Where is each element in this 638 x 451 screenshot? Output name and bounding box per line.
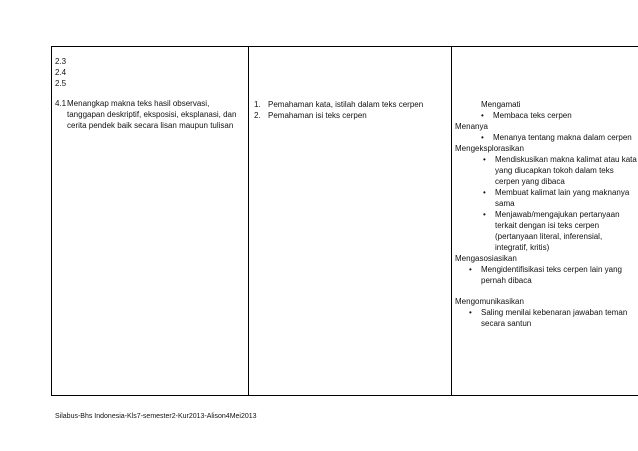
heading-mengasosiasikan: Mengasosiasikan [455, 254, 517, 263]
spacer [455, 286, 638, 296]
bullet-item [455, 264, 638, 286]
competency-column [55, 56, 245, 131]
bullet-item [455, 187, 638, 209]
bullet-line: cerpen yang dibaca [495, 177, 565, 186]
bullet-line: sama [495, 199, 515, 208]
bullet-item [455, 209, 638, 253]
material-text: Pemahaman kata, istilah dalam teks cerpen [268, 100, 424, 109]
competency-4-1 [55, 98, 245, 131]
page-footer: Silabus-Bhs Indonesia-Kls7-semester2-Kur2013-Alison4Mei2013 [55, 413, 257, 420]
bullet-icon: • [481, 111, 484, 120]
bullet-icon: • [469, 265, 472, 274]
competency-line: cerita pendek baik secara lisan maupun tulisan [67, 121, 234, 130]
competency-line: Menangkap makna teks hasil observasi, [67, 99, 210, 108]
material-column [254, 99, 449, 121]
column-divider [451, 46, 452, 396]
bullet-line: yang diucapkan tokoh dalam teks [495, 166, 614, 175]
bullet-line: Membuat kalimat lain yang maknanya [495, 188, 630, 197]
material-text: Pemahaman isi teks cerpen [268, 111, 367, 120]
bullet-line: terkait dengan isi teks cerpen [495, 221, 600, 230]
heading-mengomunikasikan: Mengomunikasikan [455, 297, 524, 306]
bullet-line: Menjawab/mengajukan pertanyaan [495, 210, 620, 219]
bullet-line: pernah dibaca [481, 276, 532, 285]
bullet-line: Saling menilai kebenaran jawaban teman [481, 308, 628, 317]
material-item [254, 99, 449, 110]
kd-number: 2.3 [55, 57, 67, 66]
heading-mengamati: Mengamati [481, 100, 521, 109]
material-item [254, 110, 449, 121]
bullet-icon: • [483, 155, 486, 164]
bullet-icon: • [483, 210, 486, 219]
heading-menanya: Menanya [455, 122, 488, 131]
bullet-line: Membaca teks cerpen [493, 111, 572, 120]
bullet-icon: • [469, 308, 472, 317]
material-number: 2. [254, 111, 261, 120]
bullet-item [455, 307, 638, 329]
bullet-icon: • [481, 133, 484, 142]
bullet-line: integratif, kritis) [495, 243, 550, 252]
bullet-line: secara santun [481, 319, 532, 328]
bullet-item [455, 110, 638, 121]
heading-mengeksplorasikan: Mengeksplorasikan [455, 144, 524, 153]
bullet-icon: • [483, 188, 486, 197]
kd-number: 2.5 [55, 79, 67, 88]
competency-line: tanggapan deskriptif, eksposisi, eksplanasi, dan [67, 110, 237, 119]
kd-number-list [55, 56, 245, 89]
column-divider [248, 46, 249, 396]
activity-column [455, 99, 638, 329]
bullet-line: Mengidentifisikasi teks cerpen lain yang [481, 265, 622, 274]
material-number: 1. [254, 100, 261, 109]
bullet-line: Mendiskusikan makna kalimat atau kata [495, 155, 637, 164]
bullet-item [455, 154, 638, 187]
bullet-item [455, 132, 638, 143]
bullet-line: (pertanyaan literal, inferensial, [495, 232, 603, 241]
bullet-line: Menanya tentang makna dalam cerpen [493, 133, 632, 142]
kd-number: 2.4 [55, 68, 67, 77]
competency-number: 4.1 [55, 99, 67, 108]
